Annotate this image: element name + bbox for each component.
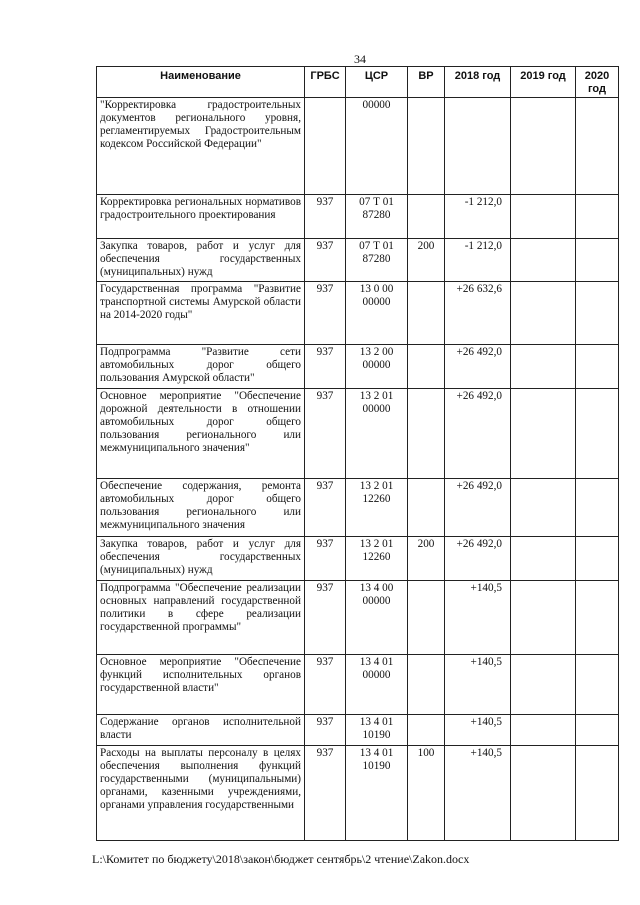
header-vr: ВР [408, 67, 445, 98]
row-grbs: 937 [305, 345, 346, 389]
header-2020: 2020 год [576, 67, 619, 98]
row-2018: +140,5 [445, 746, 511, 841]
row-vr: 200 [408, 239, 445, 282]
row-csr: 13 2 01 00000 [346, 389, 408, 479]
row-name: Подпрограмма "Развитие сети автомобильных дорог общего пользования Амурской области" [97, 345, 305, 389]
table-header-row [97, 67, 619, 98]
row-2018: +140,5 [445, 655, 511, 715]
row-2019 [511, 746, 576, 841]
row-name: Основное мероприятие "Обеспечение дорожной деятельности в отношении автомобильных дорог общего пользования регионального или межмуниципального значения" [97, 389, 305, 479]
table-row [97, 195, 619, 239]
table-row [97, 715, 619, 746]
row-2020 [576, 715, 619, 746]
row-2018: +26 492,0 [445, 479, 511, 537]
row-2018 [445, 98, 511, 195]
row-name: Закупка товаров, работ и услуг для обеспечения государственных (муниципальных) нужд [97, 239, 305, 282]
table-row [97, 282, 619, 345]
header-grbs: ГРБС [305, 67, 346, 98]
row-grbs: 937 [305, 479, 346, 537]
row-2020 [576, 195, 619, 239]
row-vr [408, 655, 445, 715]
row-csr: 00000 [346, 98, 408, 195]
row-csr: 13 4 00 00000 [346, 581, 408, 655]
row-2019 [511, 655, 576, 715]
row-csr: 13 2 00 00000 [346, 345, 408, 389]
page-number: 34 [354, 52, 366, 66]
row-2018: -1 212,0 [445, 239, 511, 282]
row-grbs [305, 98, 346, 195]
row-2020 [576, 282, 619, 345]
row-2019 [511, 581, 576, 655]
table-row [97, 655, 619, 715]
row-vr: 100 [408, 746, 445, 841]
row-name: Государственная программа "Развитие транспортной системы Амурской области на 2014-2020 годы" [97, 282, 305, 345]
row-2019 [511, 479, 576, 537]
row-2020 [576, 479, 619, 537]
row-name: Содержание органов исполнительной власти [97, 715, 305, 746]
row-grbs: 937 [305, 746, 346, 841]
row-2019 [511, 345, 576, 389]
row-csr: 13 2 01 12260 [346, 479, 408, 537]
row-2020 [576, 746, 619, 841]
row-name: Обеспечение содержания, ремонта автомобильных дорог общего пользования регионального или межмуниципального значения [97, 479, 305, 537]
row-name: Корректировка региональных нормативов градостроительного проектирования [97, 195, 305, 239]
row-grbs: 937 [305, 581, 346, 655]
row-csr: 13 2 01 12260 [346, 537, 408, 581]
row-csr: 07 Т 01 87280 [346, 239, 408, 282]
header-2019: 2019 год [511, 67, 576, 98]
row-grbs: 937 [305, 282, 346, 345]
row-name: Подпрограмма "Обеспечение реализации основных направлений государственной политики в сфере реализации государственной программы" [97, 581, 305, 655]
table-row [97, 389, 619, 479]
row-2018: +26 492,0 [445, 537, 511, 581]
row-2020 [576, 537, 619, 581]
header-2018: 2018 год [445, 67, 511, 98]
row-2019 [511, 715, 576, 746]
row-vr [408, 715, 445, 746]
row-2018: +140,5 [445, 715, 511, 746]
row-vr [408, 98, 445, 195]
row-vr [408, 389, 445, 479]
row-grbs: 937 [305, 655, 346, 715]
row-grbs: 937 [305, 537, 346, 581]
row-vr: 200 [408, 537, 445, 581]
row-grbs: 937 [305, 389, 346, 479]
row-name: "Корректировка градостроительных документов регионального уровня, регламентируемых Градостроительным кодексом Российской Федерации" [97, 98, 305, 195]
row-vr [408, 479, 445, 537]
row-csr: 13 4 01 10190 [346, 746, 408, 841]
row-2020 [576, 389, 619, 479]
row-grbs: 937 [305, 239, 346, 282]
row-2020 [576, 345, 619, 389]
row-name: Расходы на выплаты персоналу в целях обеспечения выполнения функций государственными (муниципальными) органами, казенными учреждениями, органами управления государственными [97, 746, 305, 841]
row-2019 [511, 282, 576, 345]
header-name: Наименование [97, 67, 305, 98]
row-vr [408, 345, 445, 389]
row-csr: 13 0 00 00000 [346, 282, 408, 345]
row-vr [408, 195, 445, 239]
row-2020 [576, 239, 619, 282]
header-csr: ЦСР [346, 67, 408, 98]
row-2019 [511, 239, 576, 282]
row-vr [408, 581, 445, 655]
row-vr [408, 282, 445, 345]
row-name: Закупка товаров, работ и услуг для обеспечения государственных (муниципальных) нужд [97, 537, 305, 581]
table-row [97, 239, 619, 282]
row-2020 [576, 581, 619, 655]
row-2018: +26 492,0 [445, 345, 511, 389]
row-2020 [576, 98, 619, 195]
row-2018: +26 632,6 [445, 282, 511, 345]
file-path-footer: L:\Комитет по бюджету\2018\закон\бюджет сентябрь\2 чтение\Zakon.docx [92, 852, 470, 866]
table-row [97, 746, 619, 841]
row-grbs: 937 [305, 715, 346, 746]
row-2018: -1 212,0 [445, 195, 511, 239]
row-2020 [576, 655, 619, 715]
row-csr: 13 4 01 00000 [346, 655, 408, 715]
row-2019 [511, 195, 576, 239]
row-csr: 13 4 01 10190 [346, 715, 408, 746]
table-row [97, 537, 619, 581]
table-row [97, 479, 619, 537]
row-2019 [511, 537, 576, 581]
table-row [97, 581, 619, 655]
row-2019 [511, 98, 576, 195]
row-csr: 07 Т 01 87280 [346, 195, 408, 239]
row-grbs: 937 [305, 195, 346, 239]
budget-table [96, 66, 619, 841]
table-row [97, 98, 619, 195]
table-row [97, 345, 619, 389]
row-2018: +140,5 [445, 581, 511, 655]
row-name: Основное мероприятие "Обеспечение функций исполнительных органов государственной власти" [97, 655, 305, 715]
row-2019 [511, 389, 576, 479]
row-2018: +26 492,0 [445, 389, 511, 479]
